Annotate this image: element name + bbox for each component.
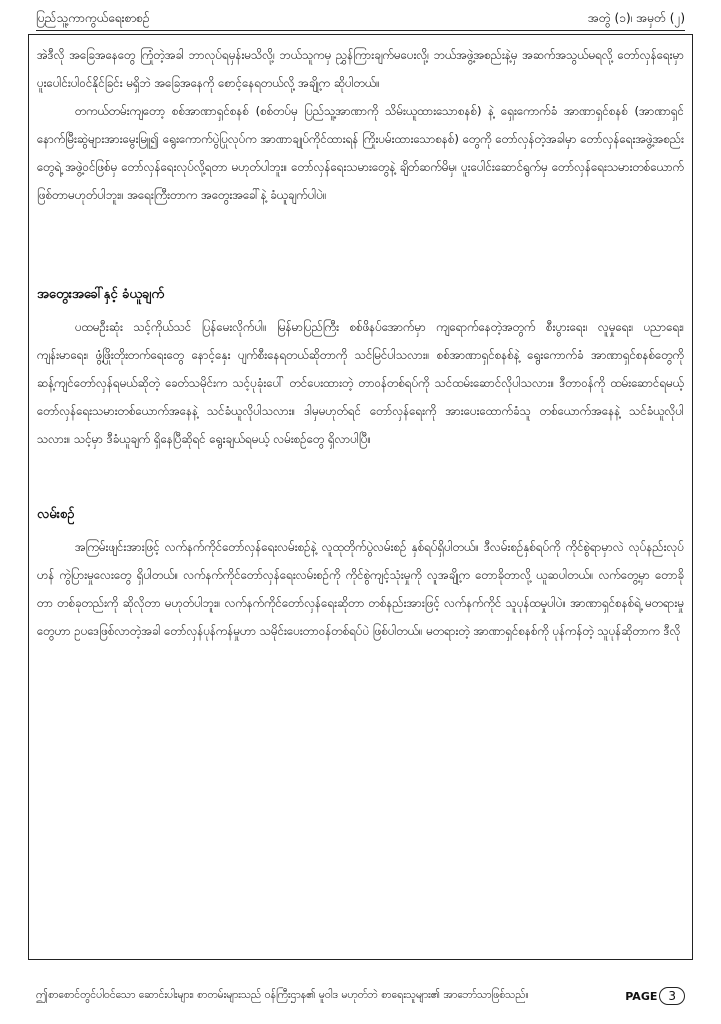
article-body [28,34,693,960]
section-heading-path: လမ်းစဉ် [37,507,75,522]
section-spacer [37,453,684,501]
disclaimer-note: ဤစာစောင်တွင်ပါဝင်သော ဆောင်းပါးများ၊ စာတမ်းများသည် ဝန်ကြီးဌာန၏ မူဝါဒ မဟုတ်ဘဲ စာရေးသူများ၏ အာဘော်သာဖြစ်သည်။ [36,988,529,1001]
page-number-block [625,987,685,1005]
section-heading-thought: အတွေးအခေါ်နှင့် ခံယူချက် [37,287,165,302]
page-header [36,8,685,31]
intro-paragraph-2: တကယ်တမ်းကျတော့ စစ်အာဏာရှင်စနစ် (စစ်တပ်မှ ပြည်သူ့အာဏာကို သိမ်းယူထားသောစနစ်) နဲ့ ရှေးကောက်ခံ အာဏာရှင်စနစ် (အာဏာရှင် နောက်မြီးဆွဲများအားမွေးမြူ၍ ရွေးကောက်ပွဲပြုလုပ်က အာဏာချုပ်ကိုင်ထားရန် ကြိုးပမ်းထားသောစနစ်) တွေကို တော်လှန်တဲ့အခါမှာ တော်လှန်ရေးအဖွဲ့အစည်းတွေရဲ့ အဖွဲ့ဝင်ဖြစ်မှ တော်လှန်ရေးလုပ်လို့ရတာ မဟုတ်ပါဘူး။ တော်လှန်ရေးသမားတွေနဲ့ ချိတ်ဆက်မိမှ၊ ပူးပေါင်းဆောင်ရွက်မှ တော်လှန်ရေးသမားတစ်ယောက် ဖြစ်တာမဟုတ်ပါဘူး။ အရေးကြီးတာက အတွေးအခေါ်နဲ့ ခံယူချက်ပါပဲ။ [37,104,684,202]
issue-number: အတွဲ (၁)၊ အမှတ် (၂) [588,11,685,25]
intro-paragraph-1: အဲဒီလို အခြေအနေတွေ ကြုံတဲ့အခါ ဘာလုပ်ရမှန်းမသိလို့၊ ဘယ်သူကမှ ညွှန်ကြားချက်မပေးလို့၊ ဘယ်အဖွဲ့အစည်းနဲ့မှ အဆက်အသွယ်မရလို့ တော်လှန်ရေးမှာ ပူးပေါင်းပါဝင်နိုင်ခြင်း မရှိဘဲ အခြေအနေကို စောင့်နေရတယ်လို့ အချို့က ဆိုပါတယ်။ [37,48,684,90]
thought-paragraph: ပထမဦးဆုံး သင့်ကိုယ်သင် ပြန်မေးလိုက်ပါ။ မြန်မာပြည်ကြီး စစ်ဖိနပ်အောက်မှာ ကျရောက်နေတဲ့အတွက် စီးပွားရေး၊ လူမှုရေး၊ ပညာရေး၊ ကျန်းမာရေး၊ ဖွံ့ဖြိုးတိုးတက်ရေးတွေ နောင့်နှေး ပျက်စီးနေရတယ်ဆိုတာကို သင်မြင်ပါသလား။ စစ်အာဏာရှင်စနစ်နဲ့ ရွေးကောက်ခံ အာဏာရှင်စနစ်တွေကို ဆန့်ကျင်တော်လှန်ရမယ်ဆိုတဲ့ ခေတ်သမိုင်းက သင့်ပုခုံးပေါ် တင်ပေးထားတဲ့ တာဝန်တစ်ရပ်ကို သင်ထမ်းဆောင်လိုပါသလား။ ဒီတာဝန်ကို ထမ်းဆောင်ရမယ့် တော်လှန်ရေးသမားတစ်ယောက်အနေနဲ့ သင်ခံယူလိုပါသလား။ ဒါမှမဟုတ်ရင် တော်လှန်ရေးကို အားပေးထောက်ခံသူ တစ်ယောက်အနေနဲ့ သင်ခံယူလိုပါသလား။ သင့်မှာ ဒီခံယူချက် ရှိနေပြီဆိုရင် ရွေးချယ်ရမယ့် လမ်းစဉ်တွေ ရှိလာပါပြီ။ [37,320,684,446]
page-number: 3 [659,987,685,1005]
path-paragraph: အကြမ်းဖျင်းအားဖြင့် လက်နက်ကိုင်တော်လှန်ရေးလမ်းစဉ်နဲ့ လူထုတိုက်ပွဲလမ်းစဉ် နှစ်ရပ်ရှိပါတယ်။ ဒီလမ်းစဉ်နှစ်ရပ်ကို ကိုင်စွဲရာမှာလဲ လုပ်နည်းလုပ်ဟန် ကွဲပြားမှုလေးတွေ ရှိပါတယ်။ လက်နက်ကိုင်တော်လှန်ရေးလမ်းစဉ်ကို ကိုင်စွဲကျင့်သုံးမှုကို လူအချို့က တောခိုတာလို့ ယူဆပါတယ်။ လက်တွေ့မှာ တောခိုတာ တစ်ခုတည်းကို ဆိုလိုတာ မဟုတ်ပါဘူး။ လက်နက်ကိုင်တော်လှန်ရေးဆိုတာ တစ်နည်းအားဖြင့် လက်နက်ကိုင် သူပုန်ထမှုပါပဲ။ အာဏာရှင်စနစ်ရဲ့ မတရားမှုတွေဟာ ဥပဒေဖြစ်လာတဲ့အခါ တော်လှန်ပုန်ကန်မှုဟာ သမိုင်းပေးတာဝန်တစ်ရပ်ပဲ ဖြစ်ပါတယ်။ မတရားတဲ့ အာဏာရှင်စနစ်ကို ပုန်ကန်တဲ့ သူပုန်ဆိုတာက ဒီလို [37,540,684,638]
section-spacer [37,209,684,281]
page-footer [36,984,685,1008]
page-label: PAGE [625,989,658,1003]
publication-title: ပြည်သူ့ကာကွယ်ရေးစာစဥ် [36,11,150,25]
